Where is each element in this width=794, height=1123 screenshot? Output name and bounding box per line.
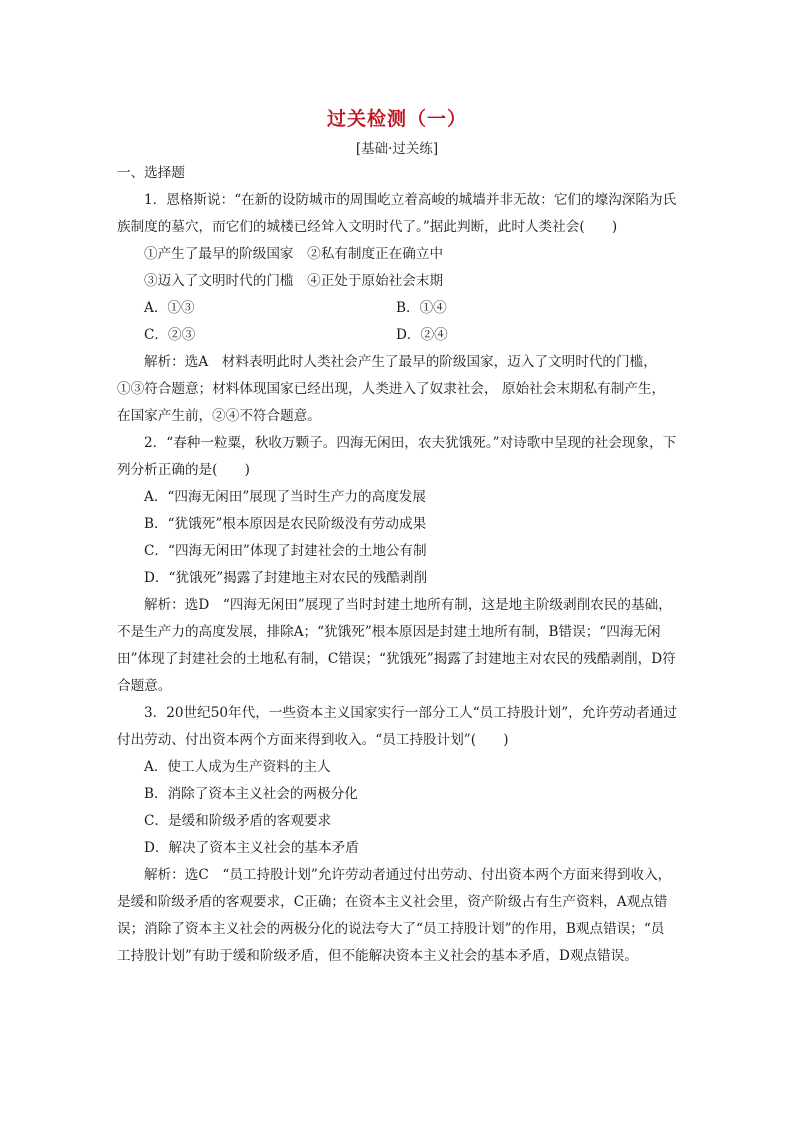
question-statements: ③迈入了文明时代的门槛 ④正处于原始社会末期	[144, 273, 444, 289]
section-heading: 一、选择题	[117, 165, 185, 181]
page-title: 过关检测（一）	[326, 108, 467, 130]
question-3	[117, 700, 677, 970]
option-a: A．使工人成为生产资料的主人	[144, 759, 331, 775]
question-analysis: 解析：选C “员工持股计划”允许劳动者通过付出劳动、付出资本两个方面来得到收入，是缓和阶级矛盾的客观要求，C正确；在资本主义社会里，资产阶级占有生产资料，A观点错误；消除了资本主义社会的两极分化的说法夸大了“员工持股计划”的作用，B观点错误；“员工持股计划”有助于缓和阶级矛盾，但不能解决资本主义社会的基本矛盾，D观点错误。	[117, 867, 672, 964]
option-b: B．“犹饿死”根本原因是农民阶级没有劳动成果	[144, 516, 427, 532]
question-statements: ①产生了最早的阶级国家 ②私有制度正在确立中	[144, 246, 444, 262]
option-c: C．“四海无闲田”体现了封建社会的土地公有制	[144, 543, 427, 559]
option-c: C．②③	[144, 327, 196, 343]
option-d: D．②④	[396, 327, 448, 343]
option-d: D．解决了资本主义社会的基本矛盾	[144, 840, 359, 856]
option-row	[117, 322, 677, 349]
option-b: B．消除了资本主义社会的两极分化	[144, 786, 358, 802]
question-analysis: 解析：选A 材料表明此时人类社会产生了最早的阶级国家，迈入了文明时代的门槛，①③符合题意；材料体现国家已经出现，人类进入了奴隶社会， 原始社会末期私有制产生，在国家产生前，②④不符合题意。	[117, 354, 666, 424]
document-body	[117, 160, 677, 970]
option-a: A．①③	[144, 300, 195, 316]
question-2	[117, 430, 677, 700]
option-b: B．①④	[396, 300, 447, 316]
question-stem: 1．恩格斯说：“在新的设防城市的周围屹立着高峻的城墙并非无故：它们的壕沟深陷为氏族制度的墓穴，而它们的城楼已经耸入文明时代了。”据此判断，此时人类社会( )	[117, 192, 677, 235]
question-stem: 3．20世纪50年代，一些资本主义国家实行一部分工人“员工持股计划”，允许劳动者通过付出劳动、付出资本两个方面来得到收入。“员工持股计划”( )	[117, 705, 677, 748]
option-c: C．是缓和阶级矛盾的客观要求	[144, 813, 332, 829]
option-a: A．“四海无闲田”展现了当时生产力的高度发展	[144, 489, 426, 505]
page-subtitle: [基础·过关练]	[355, 141, 439, 157]
option-d: D．“犹饿死”揭露了封建地主对农民的残酷剥削	[144, 570, 428, 586]
question-analysis: 解析：选D “四海无闲田”展现了当时封建土地所有制，这是地主阶级剥削农民的基础，不是生产力的高度发展，排除A；“犹饿死”根本原因是封建土地所有制，B错误；“四海无闲田”体现了封建社会的土地私有制，C错误；“犹饿死”揭露了封建地主对农民的残酷剥削，D符合题意。	[117, 597, 676, 694]
question-stem: 2．“春种一粒粟，秋收万颗子。四海无闲田，农夫犹饿死。”对诗歌中呈现的社会现象，下列分析正确的是( )	[117, 435, 677, 478]
question-1	[117, 187, 677, 430]
option-row	[117, 295, 677, 322]
